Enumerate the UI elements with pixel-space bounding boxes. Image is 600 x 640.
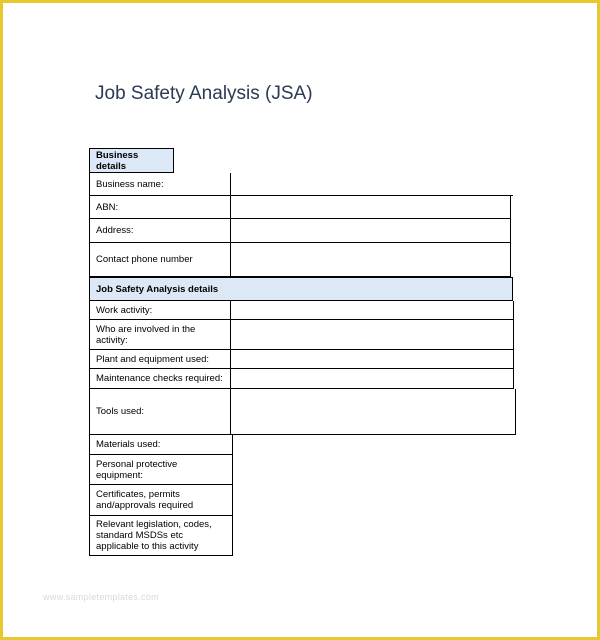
work-activity-label: Work activity: — [89, 301, 231, 320]
contact-phone-label: Contact phone number — [89, 243, 231, 277]
materials-used-label: Materials used: — [89, 435, 233, 455]
legislation-label: Relevant legislation, codes, standard MSDSs etc applicable to this activity — [89, 516, 233, 556]
who-involved-field[interactable] — [231, 320, 514, 350]
plant-equipment-label: Plant and equipment used: — [89, 350, 231, 369]
maintenance-checks-label: Maintenance checks required: — [89, 369, 231, 389]
work-activity-field[interactable] — [231, 301, 514, 320]
abn-field[interactable] — [231, 196, 511, 219]
ppe-label: Personal protective equipment: — [89, 455, 233, 485]
watermark: www.sampletemplates.com — [43, 592, 159, 602]
contact-phone-field[interactable] — [231, 243, 511, 277]
abn-label: ABN: — [89, 196, 231, 219]
address-label: Address: — [89, 219, 231, 243]
tools-used-field[interactable] — [231, 389, 516, 435]
jsa-details-header: Job Safety Analysis details — [89, 277, 513, 301]
address-field[interactable] — [231, 219, 511, 243]
tools-used-label: Tools used: — [89, 389, 231, 435]
business-details-header: Business details — [89, 148, 174, 173]
certificates-label: Certificates, permits and/approvals required — [89, 485, 233, 516]
plant-equipment-field[interactable] — [231, 350, 514, 369]
document-title: Job Safety Analysis (JSA) — [95, 83, 313, 104]
maintenance-checks-field[interactable] — [231, 369, 514, 389]
who-involved-label: Who are involved in the activity: — [89, 320, 231, 350]
business-name-label: Business name: — [89, 173, 231, 196]
